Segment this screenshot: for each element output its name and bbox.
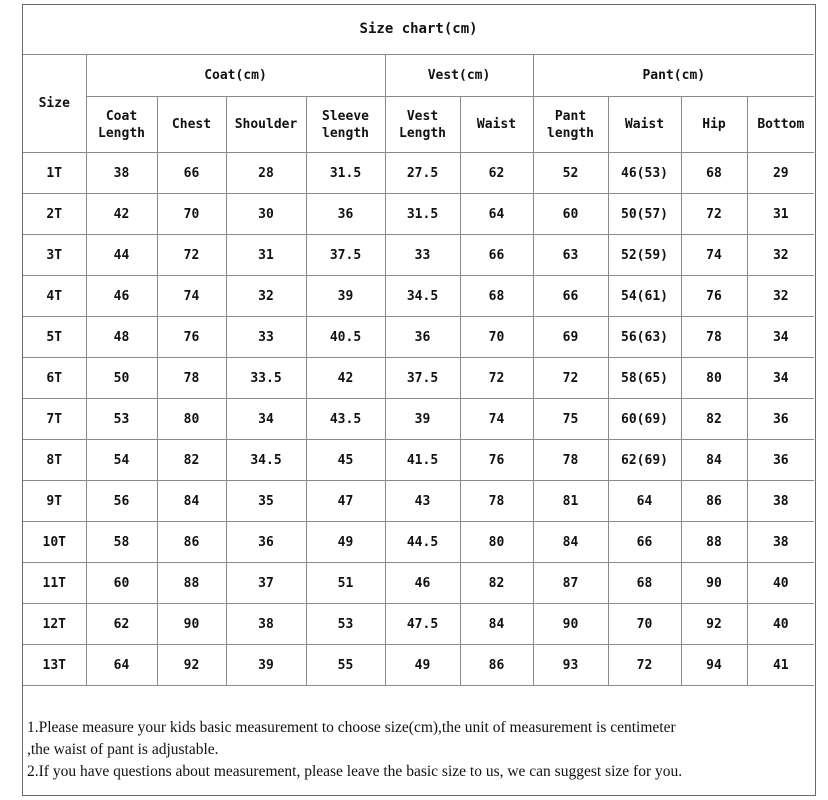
table-cell: 58 bbox=[86, 522, 157, 563]
table-cell: 31.5 bbox=[306, 153, 385, 194]
table-cell: 36 bbox=[226, 522, 306, 563]
size-cell: 3T bbox=[23, 235, 86, 276]
table-row bbox=[23, 194, 814, 235]
table-cell: 58(65) bbox=[608, 358, 681, 399]
table-cell: 92 bbox=[681, 604, 747, 645]
table-cell: 92 bbox=[157, 645, 226, 686]
table-cell: 68 bbox=[681, 153, 747, 194]
pant-waist-header: Waist bbox=[608, 97, 681, 153]
table-cell: 64 bbox=[608, 481, 681, 522]
table-cell: 30 bbox=[226, 194, 306, 235]
table-cell: 56 bbox=[86, 481, 157, 522]
table-cell: 72 bbox=[157, 235, 226, 276]
table-cell: 33.5 bbox=[226, 358, 306, 399]
note-line-1: 1.Please measure your kids basic measurement to choose size(cm),the unit of measurement is centimeter bbox=[27, 719, 676, 736]
table-cell: 37.5 bbox=[385, 358, 460, 399]
table-cell: 35 bbox=[226, 481, 306, 522]
size-cell: 10T bbox=[23, 522, 86, 563]
table-cell: 66 bbox=[157, 153, 226, 194]
size-cell: 4T bbox=[23, 276, 86, 317]
table-cell: 34 bbox=[747, 358, 814, 399]
table-cell: 69 bbox=[533, 317, 608, 358]
table-row bbox=[23, 235, 814, 276]
table-cell: 56(63) bbox=[608, 317, 681, 358]
table-cell: 76 bbox=[460, 440, 533, 481]
table-cell: 76 bbox=[157, 317, 226, 358]
table-cell: 60 bbox=[533, 194, 608, 235]
table-cell: 90 bbox=[681, 563, 747, 604]
table-cell: 90 bbox=[157, 604, 226, 645]
table-cell: 36 bbox=[747, 399, 814, 440]
chart-title: Size chart(cm) bbox=[23, 5, 814, 55]
vest-waist-header: Waist bbox=[460, 97, 533, 153]
table-cell: 66 bbox=[608, 522, 681, 563]
size-cell: 9T bbox=[23, 481, 86, 522]
table-cell: 32 bbox=[747, 276, 814, 317]
table-cell: 88 bbox=[157, 563, 226, 604]
size-cell: 1T bbox=[23, 153, 86, 194]
note-line-3: 2.If you have questions about measurement, please leave the basic size to us, we can suggest size for you. bbox=[27, 763, 683, 780]
table-cell: 40 bbox=[747, 563, 814, 604]
table-cell: 49 bbox=[306, 522, 385, 563]
size-cell: 7T bbox=[23, 399, 86, 440]
table-cell: 72 bbox=[460, 358, 533, 399]
table-cell: 38 bbox=[86, 153, 157, 194]
table-cell: 84 bbox=[533, 522, 608, 563]
table-cell: 44 bbox=[86, 235, 157, 276]
table-cell: 39 bbox=[226, 645, 306, 686]
table-cell: 44.5 bbox=[385, 522, 460, 563]
table-cell: 52 bbox=[533, 153, 608, 194]
table-cell: 72 bbox=[608, 645, 681, 686]
table-cell: 45 bbox=[306, 440, 385, 481]
table-cell: 39 bbox=[306, 276, 385, 317]
size-cell: 5T bbox=[23, 317, 86, 358]
table-cell: 68 bbox=[460, 276, 533, 317]
table-cell: 78 bbox=[533, 440, 608, 481]
table-cell: 54(61) bbox=[608, 276, 681, 317]
table-cell: 55 bbox=[306, 645, 385, 686]
table-cell: 90 bbox=[533, 604, 608, 645]
table-cell: 34 bbox=[747, 317, 814, 358]
table-cell: 40.5 bbox=[306, 317, 385, 358]
table-cell: 47.5 bbox=[385, 604, 460, 645]
chest-header: Chest bbox=[157, 97, 226, 153]
table-cell: 33 bbox=[385, 235, 460, 276]
coat-group-header: Coat(cm) bbox=[86, 55, 385, 97]
table-cell: 39 bbox=[385, 399, 460, 440]
size-chart-table bbox=[23, 5, 814, 686]
table-cell: 62 bbox=[86, 604, 157, 645]
size-cell: 2T bbox=[23, 194, 86, 235]
table-cell: 38 bbox=[226, 604, 306, 645]
table-row bbox=[23, 317, 814, 358]
note-line-2: ,the waist of pant is adjustable. bbox=[27, 741, 219, 758]
table-cell: 64 bbox=[86, 645, 157, 686]
table-cell: 36 bbox=[385, 317, 460, 358]
table-cell: 74 bbox=[460, 399, 533, 440]
table-cell: 62(69) bbox=[608, 440, 681, 481]
table-cell: 53 bbox=[306, 604, 385, 645]
table-cell: 29 bbox=[747, 153, 814, 194]
pant-group-header: Pant(cm) bbox=[533, 55, 814, 97]
size-chart-body bbox=[23, 153, 814, 686]
size-cell: 11T bbox=[23, 563, 86, 604]
table-cell: 70 bbox=[460, 317, 533, 358]
table-row bbox=[23, 604, 814, 645]
table-cell: 68 bbox=[608, 563, 681, 604]
table-cell: 80 bbox=[157, 399, 226, 440]
table-cell: 32 bbox=[226, 276, 306, 317]
table-row bbox=[23, 481, 814, 522]
table-cell: 94 bbox=[681, 645, 747, 686]
table-cell: 80 bbox=[460, 522, 533, 563]
table-cell: 88 bbox=[681, 522, 747, 563]
table-cell: 46 bbox=[385, 563, 460, 604]
table-cell: 48 bbox=[86, 317, 157, 358]
table-row bbox=[23, 522, 814, 563]
table-row bbox=[23, 153, 814, 194]
table-row bbox=[23, 440, 814, 481]
bottom-header: Bottom bbox=[747, 97, 814, 153]
table-cell: 36 bbox=[306, 194, 385, 235]
table-cell: 36 bbox=[747, 440, 814, 481]
size-cell: 6T bbox=[23, 358, 86, 399]
table-cell: 31.5 bbox=[385, 194, 460, 235]
table-cell: 54 bbox=[86, 440, 157, 481]
table-cell: 38 bbox=[747, 522, 814, 563]
table-cell: 70 bbox=[157, 194, 226, 235]
table-cell: 52(59) bbox=[608, 235, 681, 276]
table-cell: 78 bbox=[460, 481, 533, 522]
size-chart-frame bbox=[22, 4, 816, 796]
table-cell: 41.5 bbox=[385, 440, 460, 481]
table-cell: 42 bbox=[86, 194, 157, 235]
table-cell: 37 bbox=[226, 563, 306, 604]
size-cell: 12T bbox=[23, 604, 86, 645]
table-cell: 87 bbox=[533, 563, 608, 604]
table-cell: 38 bbox=[747, 481, 814, 522]
table-cell: 86 bbox=[681, 481, 747, 522]
table-cell: 46 bbox=[86, 276, 157, 317]
table-row bbox=[23, 399, 814, 440]
size-cell: 13T bbox=[23, 645, 86, 686]
table-row bbox=[23, 358, 814, 399]
table-cell: 27.5 bbox=[385, 153, 460, 194]
table-cell: 82 bbox=[460, 563, 533, 604]
table-cell: 84 bbox=[460, 604, 533, 645]
table-cell: 78 bbox=[157, 358, 226, 399]
table-cell: 60 bbox=[86, 563, 157, 604]
table-cell: 64 bbox=[460, 194, 533, 235]
table-cell: 46(53) bbox=[608, 153, 681, 194]
vest-group-header: Vest(cm) bbox=[385, 55, 533, 97]
table-cell: 42 bbox=[306, 358, 385, 399]
table-cell: 41 bbox=[747, 645, 814, 686]
table-cell: 82 bbox=[157, 440, 226, 481]
table-cell: 34 bbox=[226, 399, 306, 440]
table-cell: 84 bbox=[157, 481, 226, 522]
table-cell: 28 bbox=[226, 153, 306, 194]
table-row bbox=[23, 645, 814, 686]
table-cell: 31 bbox=[747, 194, 814, 235]
notes bbox=[27, 717, 811, 783]
table-cell: 32 bbox=[747, 235, 814, 276]
table-cell: 63 bbox=[533, 235, 608, 276]
table-cell: 70 bbox=[608, 604, 681, 645]
table-cell: 82 bbox=[681, 399, 747, 440]
shoulder-header: Shoulder bbox=[226, 97, 306, 153]
table-row bbox=[23, 276, 814, 317]
vest-length-header: Vest Length bbox=[385, 97, 460, 153]
table-cell: 86 bbox=[460, 645, 533, 686]
table-cell: 72 bbox=[533, 358, 608, 399]
table-cell: 33 bbox=[226, 317, 306, 358]
table-cell: 81 bbox=[533, 481, 608, 522]
table-cell: 60(69) bbox=[608, 399, 681, 440]
table-cell: 50(57) bbox=[608, 194, 681, 235]
hip-header: Hip bbox=[681, 97, 747, 153]
table-cell: 37.5 bbox=[306, 235, 385, 276]
table-cell: 74 bbox=[681, 235, 747, 276]
table-cell: 49 bbox=[385, 645, 460, 686]
size-cell: 8T bbox=[23, 440, 86, 481]
sleeve-length-header: Sleeve length bbox=[306, 97, 385, 153]
table-cell: 72 bbox=[681, 194, 747, 235]
table-cell: 62 bbox=[460, 153, 533, 194]
table-cell: 84 bbox=[681, 440, 747, 481]
table-cell: 50 bbox=[86, 358, 157, 399]
table-cell: 43 bbox=[385, 481, 460, 522]
table-cell: 93 bbox=[533, 645, 608, 686]
table-cell: 74 bbox=[157, 276, 226, 317]
table-cell: 31 bbox=[226, 235, 306, 276]
table-cell: 76 bbox=[681, 276, 747, 317]
table-cell: 43.5 bbox=[306, 399, 385, 440]
table-cell: 51 bbox=[306, 563, 385, 604]
table-cell: 75 bbox=[533, 399, 608, 440]
table-cell: 66 bbox=[533, 276, 608, 317]
table-cell: 78 bbox=[681, 317, 747, 358]
table-row bbox=[23, 563, 814, 604]
table-cell: 40 bbox=[747, 604, 814, 645]
table-cell: 53 bbox=[86, 399, 157, 440]
size-header: Size bbox=[23, 55, 86, 153]
table-cell: 34.5 bbox=[226, 440, 306, 481]
pant-length-header: Pant length bbox=[533, 97, 608, 153]
table-cell: 80 bbox=[681, 358, 747, 399]
table-cell: 86 bbox=[157, 522, 226, 563]
table-cell: 66 bbox=[460, 235, 533, 276]
coat-length-header: Coat Length bbox=[86, 97, 157, 153]
table-cell: 34.5 bbox=[385, 276, 460, 317]
table-cell: 47 bbox=[306, 481, 385, 522]
